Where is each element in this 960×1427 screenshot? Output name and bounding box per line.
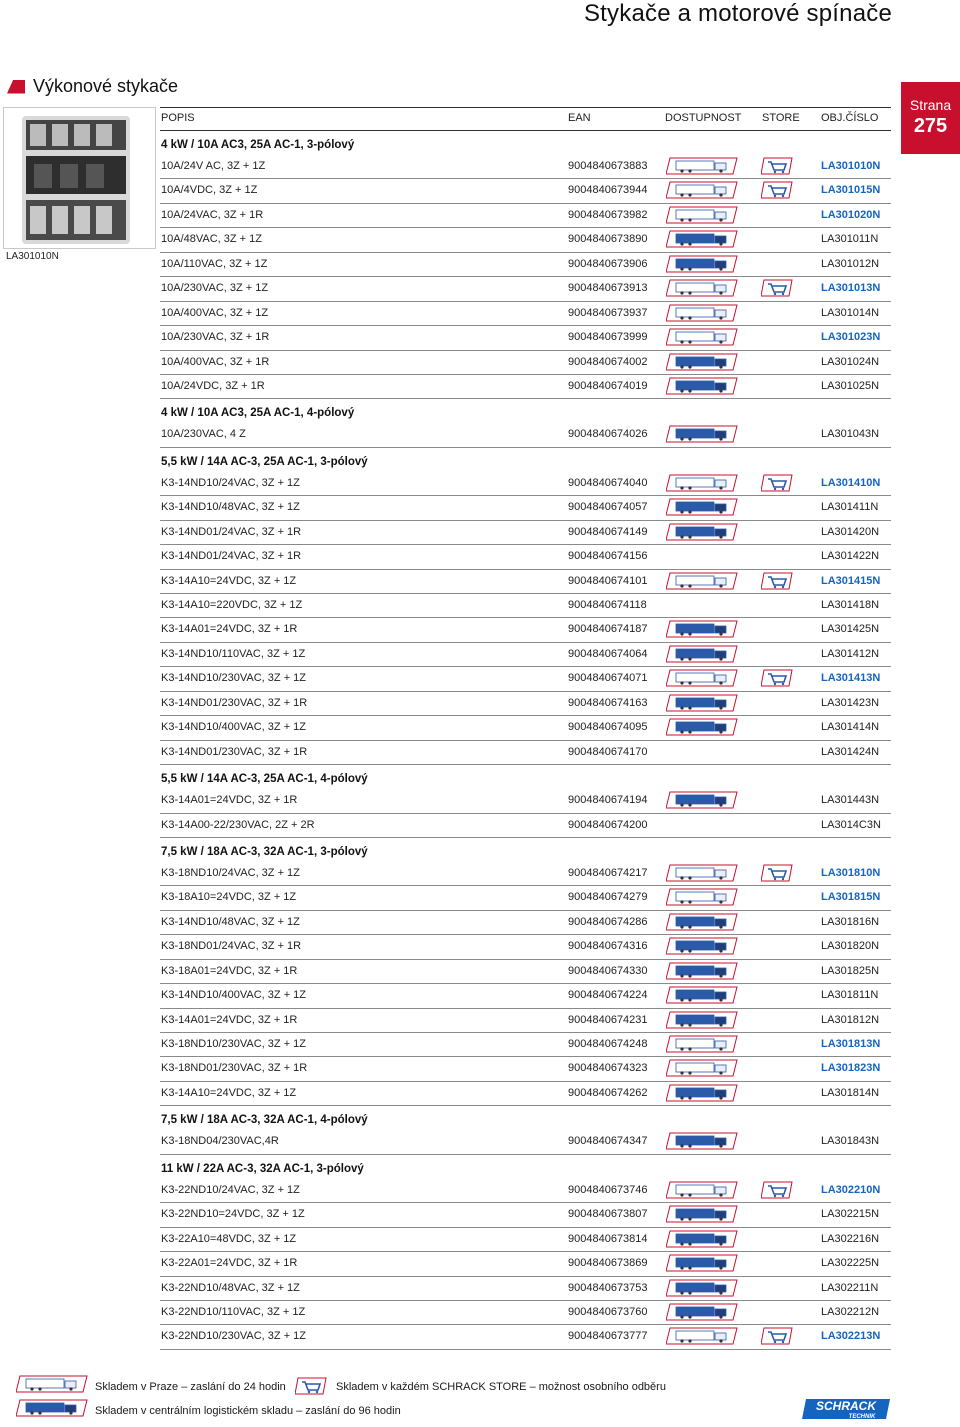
row-ean: 9004840674248 — [568, 1038, 648, 1050]
section-flag-icon — [7, 80, 25, 94]
legend-central: Skladem v centrálním logistickém skladu – zaslání do 96 hodin — [95, 1405, 401, 1417]
row-order-number: LA302211N — [821, 1281, 879, 1294]
table-row — [160, 179, 891, 203]
table-row — [160, 253, 891, 277]
row-ean: 9004840674224 — [568, 989, 648, 1002]
row-ean: 9004840674095 — [568, 721, 648, 734]
row-ean: 9004840673883 — [568, 160, 648, 172]
row-ean: 9004840674163 — [568, 696, 648, 709]
row-ean: 9004840674316 — [568, 940, 648, 953]
legend-truck-white-icon — [16, 1375, 88, 1398]
table-row — [160, 1325, 891, 1349]
row-ean: 9004840674330 — [568, 964, 648, 977]
table-row — [160, 862, 891, 886]
row-order-number: LA301812N — [821, 1013, 880, 1026]
row-ean: 9004840674187 — [568, 623, 648, 636]
store-basket-icon — [761, 157, 793, 175]
store-basket-icon — [761, 279, 793, 297]
row-ean: 9004840674217 — [568, 866, 648, 879]
truck-central-icon — [666, 937, 738, 955]
row-ean: 9004840674071 — [568, 672, 648, 685]
row-description: K3-14ND10/24VAC, 3Z + 1Z — [161, 476, 300, 489]
legend-store: Skladem v každém SCHRACK STORE – možnost osobního odběru — [336, 1381, 666, 1393]
row-order-number: LA301414N — [821, 721, 880, 734]
row-ean: 9004840674200 — [568, 818, 648, 831]
row-ean: 9004840673814 — [568, 1232, 648, 1245]
row-description: K3-14ND10/48VAC, 3Z + 1Z — [161, 501, 300, 514]
row-order-number: LA301423N — [821, 696, 880, 709]
store-basket-icon — [761, 669, 793, 687]
row-order-number: LA301843N — [821, 1135, 880, 1148]
row-description: K3-22ND10=24VDC, 3Z + 1Z — [161, 1208, 305, 1221]
truck-praha-icon — [666, 1035, 738, 1053]
row-order-number: LA301043N — [821, 428, 880, 441]
row-order-number: LA3014C3N — [821, 818, 881, 831]
row-order-number: LA301420N — [821, 525, 880, 538]
row-description: K3-14A00-22/230VAC, 2Z + 2R — [161, 818, 315, 831]
truck-praha-icon — [666, 572, 738, 590]
row-ean: 9004840674057 — [568, 501, 648, 514]
store-basket-icon — [761, 864, 793, 882]
truck-central-icon — [666, 1279, 738, 1297]
row-description: K3-14ND01/230VAC, 3Z + 1R — [161, 745, 308, 758]
truck-praha-icon — [666, 206, 738, 224]
truck-praha-icon — [666, 157, 738, 175]
table-row — [160, 618, 891, 642]
row-ean: 9004840673944 — [568, 184, 648, 197]
store-basket-icon — [761, 1327, 793, 1345]
truck-praha-icon — [666, 1327, 738, 1345]
row-order-number: LA301010N — [821, 160, 881, 172]
row-ean: 9004840673753 — [568, 1281, 648, 1294]
row-description: K3-22ND10/230VAC, 3Z + 1Z — [161, 1330, 307, 1343]
truck-central-icon — [666, 694, 738, 712]
section-header — [7, 76, 178, 97]
truck-central-icon — [666, 1205, 738, 1223]
row-order-number: LA302213N — [821, 1330, 881, 1343]
truck-central-icon — [666, 718, 738, 736]
truck-central-icon — [666, 523, 738, 541]
table-row — [160, 1033, 891, 1057]
row-description: K3-18A10=24VDC, 3Z + 1Z — [161, 891, 297, 904]
row-order-number: LA301424N — [821, 745, 880, 758]
truck-praha-icon — [666, 328, 738, 346]
row-order-number: LA302212N — [821, 1305, 880, 1318]
col-dostupnost: DOSTUPNOST — [665, 112, 742, 124]
table-row — [160, 228, 891, 252]
row-order-number: LA301410N — [821, 476, 881, 489]
page-number-label: Strana — [909, 97, 952, 113]
table-row — [160, 1130, 891, 1154]
table-header — [160, 107, 891, 131]
group-title: 5,5 kW / 14A AC-3, 25A AC-1, 3-pólový — [161, 455, 368, 468]
table-row — [160, 1009, 891, 1033]
col-ean: EAN — [568, 112, 591, 124]
group-header — [160, 765, 891, 789]
logo-main-text: SCHRACK — [816, 1399, 876, 1413]
row-ean: 9004840674323 — [568, 1062, 648, 1075]
row-ean: 9004840674019 — [568, 379, 648, 392]
truck-central-icon — [666, 620, 738, 638]
row-description: K3-14A01=24VDC, 3Z + 1R — [161, 623, 298, 636]
table-row — [160, 302, 891, 326]
table-row — [160, 960, 891, 984]
table-row — [160, 375, 891, 399]
row-description: 10A/24VDC, 3Z + 1R — [161, 379, 265, 392]
row-ean: 9004840674262 — [568, 1086, 648, 1099]
row-order-number: LA301024N — [821, 355, 880, 368]
store-basket-icon — [761, 474, 793, 492]
row-ean: 9004840674101 — [568, 574, 648, 587]
row-ean: 9004840674026 — [568, 428, 648, 441]
row-order-number: LA301825N — [821, 964, 880, 977]
row-ean: 9004840673760 — [568, 1305, 648, 1318]
row-description: K3-14ND10/400VAC, 3Z + 1Z — [161, 989, 307, 1002]
table-row — [160, 1301, 891, 1325]
row-description: K3-14ND01/24VAC, 3Z + 1R — [161, 525, 302, 538]
row-ean: 9004840673982 — [568, 208, 648, 221]
table-row — [160, 521, 891, 545]
table-row — [160, 984, 891, 1008]
legend-truck-blue-icon — [16, 1399, 88, 1422]
group-title: 11 kW / 22A AC-3, 32A AC-1, 3-pólový — [161, 1162, 364, 1175]
row-description: K3-14ND01/24VAC, 3Z + 1R — [161, 550, 302, 563]
row-description: 10A/400VAC, 3Z + 1Z — [161, 306, 269, 319]
col-popis: POPIS — [161, 112, 195, 124]
truck-central-icon — [666, 913, 738, 931]
product-image — [3, 107, 156, 249]
table-row — [160, 423, 891, 447]
col-store: STORE — [762, 112, 800, 124]
truck-central-icon — [666, 498, 738, 516]
truck-central-icon — [666, 791, 738, 809]
page-number: 275 — [913, 115, 948, 137]
row-ean: 9004840674170 — [568, 745, 648, 758]
row-description: K3-14A01=24VDC, 3Z + 1R — [161, 794, 298, 807]
row-description: 10A/230VAC, 3Z + 1Z — [161, 282, 269, 295]
row-ean: 9004840674286 — [568, 915, 648, 928]
table-row — [160, 667, 891, 691]
legend-store-icon — [295, 1377, 327, 1400]
group-title: 7,5 kW / 18A AC-3, 32A AC-1, 4-pólový — [161, 1114, 368, 1127]
row-description: K3-22A10=48VDC, 3Z + 1Z — [161, 1232, 297, 1245]
row-description: K3-14A10=220VDC, 3Z + 1Z — [161, 599, 303, 611]
table-row — [160, 1057, 891, 1081]
row-order-number: LA301023N — [821, 331, 881, 344]
row-ean: 9004840673869 — [568, 1257, 648, 1270]
truck-central-icon — [666, 1254, 738, 1272]
row-ean: 9004840673807 — [568, 1208, 648, 1221]
row-description: K3-18ND10/24VAC, 3Z + 1Z — [161, 866, 300, 879]
row-order-number: LA301816N — [821, 915, 880, 928]
table-row — [160, 472, 891, 496]
row-description: K3-18ND10/230VAC, 3Z + 1Z — [161, 1038, 307, 1050]
table-row — [160, 1252, 891, 1276]
table-row — [160, 935, 891, 959]
truck-praha-icon — [666, 669, 738, 687]
row-order-number: LA301814N — [821, 1086, 880, 1099]
truck-central-icon — [666, 353, 738, 371]
truck-central-icon — [666, 255, 738, 273]
row-description: K3-14ND01/230VAC, 3Z + 1R — [161, 696, 308, 709]
truck-praha-icon — [666, 1181, 738, 1199]
section-title: Výkonové stykače — [33, 76, 179, 96]
store-basket-icon — [761, 572, 793, 590]
row-order-number: LA301014N — [821, 306, 880, 319]
table-row — [160, 692, 891, 716]
truck-central-icon — [666, 962, 738, 980]
row-description: 10A/230VAC, 3Z + 1R — [161, 331, 270, 344]
product-image-code: LA301010N — [6, 251, 59, 262]
row-ean: 9004840673906 — [568, 257, 648, 270]
logo-sub-text: TECHNIK — [848, 1414, 876, 1420]
row-description: K3-14A01=24VDC, 3Z + 1R — [161, 1013, 298, 1026]
group-header — [160, 838, 891, 862]
row-description: K3-14A10=24VDC, 3Z + 1Z — [161, 574, 297, 587]
truck-central-icon — [666, 1132, 738, 1150]
group-header — [160, 399, 891, 423]
row-ean: 9004840674002 — [568, 355, 648, 368]
group-header — [160, 1106, 891, 1130]
group-header — [160, 131, 891, 155]
row-order-number: LA301815N — [821, 891, 881, 904]
group-title: 4 kW / 10A AC3, 25A AC-1, 3-pólový — [161, 139, 355, 151]
table-row — [160, 1203, 891, 1227]
table-row — [160, 496, 891, 520]
table-row — [160, 643, 891, 667]
row-description: K3-22ND10/110VAC, 3Z + 1Z — [161, 1305, 306, 1318]
table-row — [160, 1277, 891, 1301]
row-description: 10A/230VAC, 4 Z — [161, 428, 246, 441]
row-description: 10A/400VAC, 3Z + 1R — [161, 355, 270, 368]
row-order-number: LA301012N — [821, 257, 880, 270]
row-description: 10A/24VAC, 3Z + 1R — [161, 208, 264, 221]
truck-central-icon — [666, 1011, 738, 1029]
truck-central-icon — [666, 1230, 738, 1248]
row-order-number: LA301411N — [821, 501, 879, 514]
row-description: K3-22ND10/24VAC, 3Z + 1Z — [161, 1183, 300, 1196]
table-row — [160, 155, 891, 179]
row-order-number: LA301025N — [821, 379, 880, 392]
row-ean: 9004840673937 — [568, 306, 648, 319]
truck-praha-icon — [666, 474, 738, 492]
row-description: 10A/110VAC, 3Z + 1Z — [161, 257, 268, 270]
row-description: K3-18A01=24VDC, 3Z + 1R — [161, 964, 298, 977]
truck-praha-icon — [666, 181, 738, 199]
group-title: 4 kW / 10A AC3, 25A AC-1, 4-pólový — [161, 407, 355, 420]
table-row — [160, 716, 891, 740]
table-row — [160, 204, 891, 228]
table-row — [160, 1082, 891, 1106]
row-order-number: LA301811N — [821, 989, 879, 1002]
table-row — [160, 789, 891, 813]
table-row — [160, 570, 891, 594]
store-basket-icon — [761, 181, 793, 199]
group-title: 7,5 kW / 18A AC-3, 32A AC-1, 3-pólový — [161, 845, 368, 858]
table-row — [160, 326, 891, 350]
page-number-tab — [901, 82, 960, 154]
table-row — [160, 545, 891, 569]
truck-central-icon — [666, 645, 738, 663]
legend-praha: Skladem v Praze – zaslání do 24 hodin — [95, 1381, 286, 1393]
row-order-number: LA301011N — [821, 233, 879, 246]
row-order-number: LA301013N — [821, 282, 881, 295]
row-order-number: LA301412N — [821, 647, 880, 660]
row-description: K3-14ND10/230VAC, 3Z + 1Z — [161, 672, 307, 685]
table-row — [160, 351, 891, 375]
table-row — [160, 277, 891, 301]
truck-central-icon — [666, 1303, 738, 1321]
truck-central-icon — [666, 377, 738, 395]
row-order-number: LA301810N — [821, 866, 881, 879]
row-order-number: LA302215N — [821, 1208, 880, 1221]
row-order-number: LA302225N — [821, 1257, 880, 1270]
truck-praha-icon — [666, 888, 738, 906]
row-description: K3-18ND04/230VAC,4R — [161, 1135, 279, 1148]
row-description: K3-22A01=24VDC, 3Z + 1R — [161, 1257, 298, 1270]
row-ean: 9004840674279 — [568, 891, 648, 904]
row-ean: 9004840674040 — [568, 476, 648, 489]
row-order-number: LA301413N — [821, 672, 881, 685]
truck-praha-icon — [666, 279, 738, 297]
col-obj: OBJ.ČÍSLO — [821, 112, 879, 124]
row-description: K3-14A10=24VDC, 3Z + 1Z — [161, 1086, 297, 1099]
row-ean: 9004840674156 — [568, 550, 648, 563]
row-order-number: LA302210N — [821, 1183, 881, 1196]
group-title: 5,5 kW / 14A AC-3, 25A AC-1, 4-pólový — [161, 773, 368, 786]
row-description: K3-18ND01/24VAC, 3Z + 1R — [161, 940, 302, 953]
table-row — [160, 1179, 891, 1203]
truck-central-icon — [666, 230, 738, 248]
row-ean: 9004840673777 — [568, 1330, 648, 1343]
table-row — [160, 814, 891, 838]
row-ean: 9004840674194 — [568, 794, 648, 807]
row-description: K3-22ND10/48VAC, 3Z + 1Z — [161, 1281, 300, 1294]
row-ean: 9004840673913 — [568, 282, 648, 295]
truck-praha-icon — [666, 1059, 738, 1077]
truck-central-icon — [666, 425, 738, 443]
table-row — [160, 886, 891, 910]
store-basket-icon — [761, 1181, 793, 1199]
row-order-number: LA301820N — [821, 940, 880, 953]
row-order-number: LA302216N — [821, 1232, 880, 1245]
table-row — [160, 911, 891, 935]
truck-praha-icon — [666, 304, 738, 322]
table-row — [160, 741, 891, 765]
row-ean: 9004840673890 — [568, 233, 648, 246]
product-table — [160, 107, 891, 1350]
row-description: K3-14ND10/110VAC, 3Z + 1Z — [161, 647, 306, 660]
row-order-number: LA301415N — [821, 574, 881, 587]
row-order-number: LA301015N — [821, 184, 881, 197]
row-description: 10A/4VDC, 3Z + 1Z — [161, 184, 258, 197]
row-ean: 9004840674149 — [568, 525, 648, 538]
row-ean: 9004840674064 — [568, 647, 648, 660]
row-description: 10A/48VAC, 3Z + 1Z — [161, 233, 262, 246]
group-header — [160, 1155, 891, 1179]
row-ean: 9004840674231 — [568, 1013, 648, 1026]
group-header — [160, 448, 891, 472]
row-ean: 9004840674347 — [568, 1135, 648, 1148]
row-order-number: LA301418N — [821, 599, 880, 611]
row-ean: 9004840673746 — [568, 1183, 648, 1196]
row-description: K3-14ND10/48VAC, 3Z + 1Z — [161, 915, 300, 928]
row-order-number: LA301823N — [821, 1062, 881, 1075]
contactor-image — [4, 108, 155, 248]
row-order-number: LA301813N — [821, 1038, 881, 1050]
table-row — [160, 1228, 891, 1252]
schrack-logo — [800, 1397, 892, 1421]
row-order-number: LA301020N — [821, 208, 881, 221]
row-order-number: LA301425N — [821, 623, 880, 636]
truck-central-icon — [666, 986, 738, 1004]
row-ean: 9004840673999 — [568, 331, 648, 344]
row-description: K3-14ND10/400VAC, 3Z + 1Z — [161, 721, 307, 734]
page-title: Stykače a motorové spínače — [583, 0, 892, 27]
row-description: 10A/24V AC, 3Z + 1Z — [161, 160, 266, 172]
table-row — [160, 594, 891, 618]
row-order-number: LA301422N — [821, 550, 880, 563]
row-order-number: LA301443N — [821, 794, 880, 807]
row-ean: 9004840674118 — [568, 599, 647, 611]
truck-central-icon — [666, 1084, 738, 1102]
row-description: K3-18ND01/230VAC, 3Z + 1R — [161, 1062, 308, 1075]
truck-praha-icon — [666, 864, 738, 882]
